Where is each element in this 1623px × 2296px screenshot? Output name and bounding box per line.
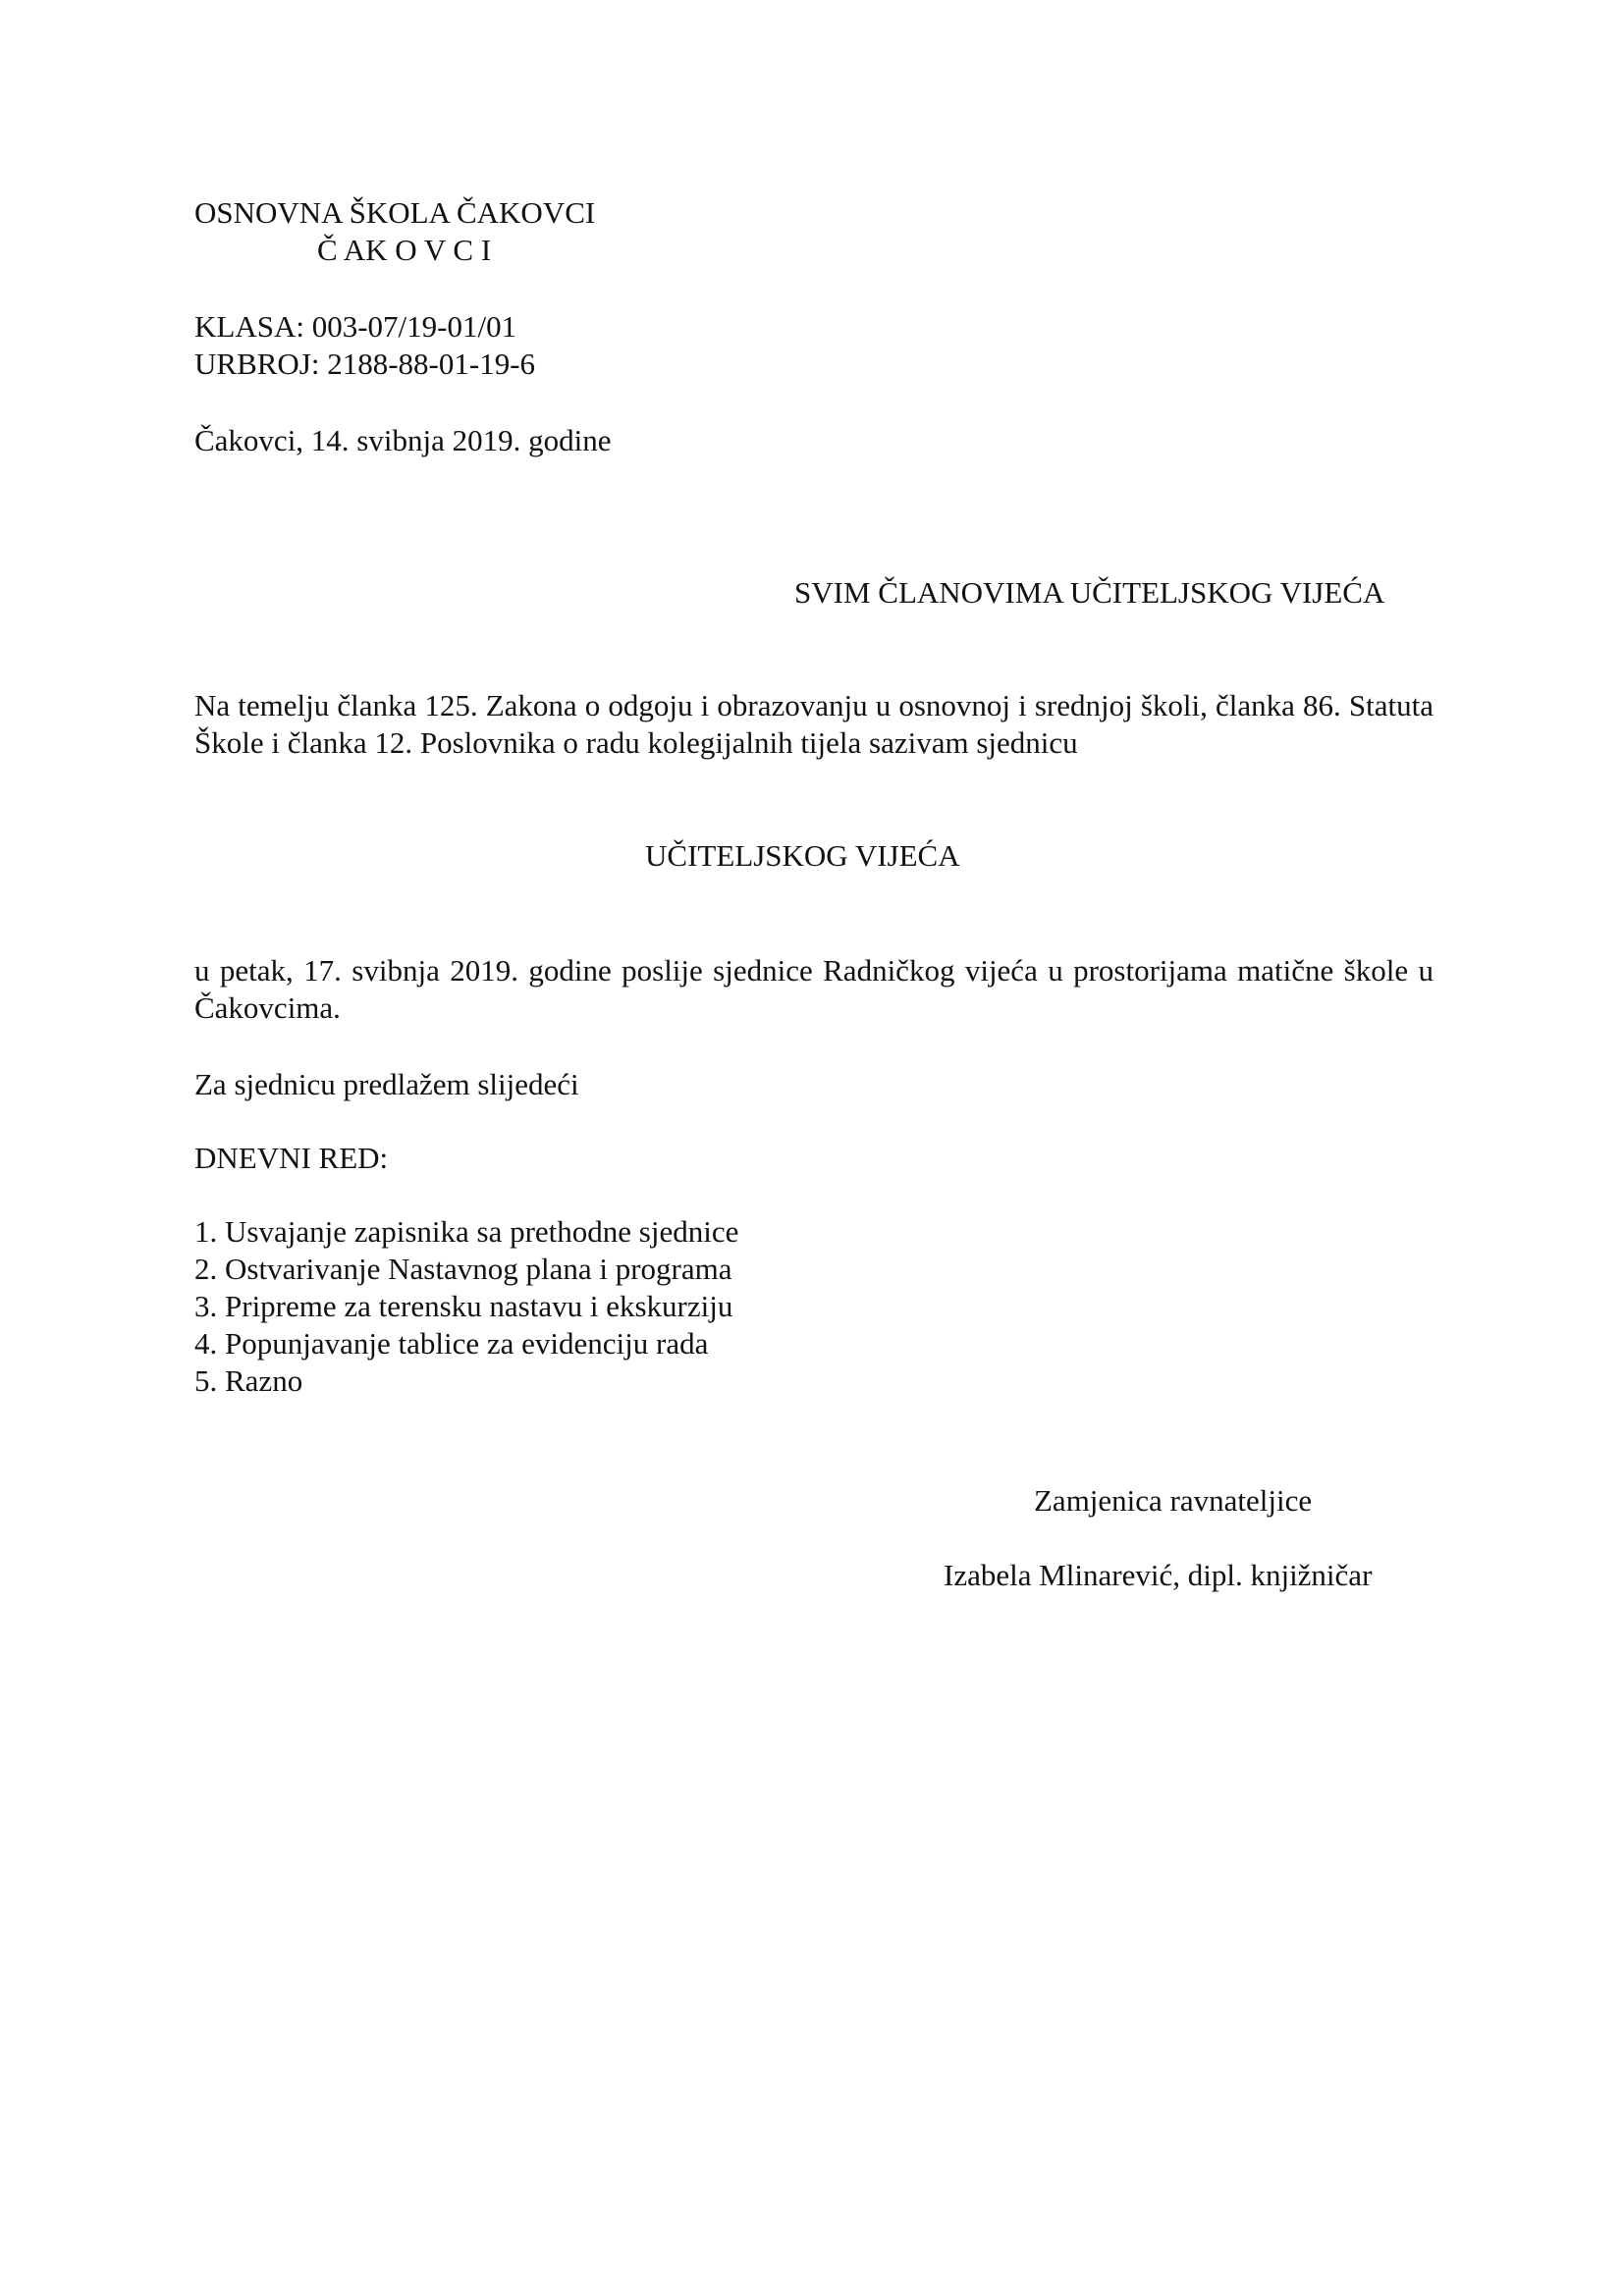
signature-name: Izabela Mlinarević, dipl. knjižničar (944, 1558, 1373, 1592)
agenda-title: DNEVNI RED: (194, 1141, 389, 1175)
proposal-line: Za sjednicu predlažem slijedeći (194, 1067, 579, 1101)
recipient-line: SVIM ČLANOVIMA UČITELJSKOG VIJEĆA (794, 575, 1385, 610)
place-date: Čakovci, 14. svibnja 2019. godine (194, 423, 612, 457)
agenda-list (194, 1213, 738, 1400)
school-name: OSNOVNA ŠKOLA ČAKOVCI (194, 195, 596, 230)
agenda-item: 3. Pripreme za terensku nastavu i ekskurziju (194, 1289, 733, 1323)
klasa-number: KLASA: 003-07/19-01/01 (194, 309, 517, 344)
school-city: Č AK O V C I (317, 233, 492, 267)
meeting-details: u petak, 17. svibnja 2019. godine poslije sjednice Radničkog vijeća u prostorijama matične škole u Čakovcima. (194, 953, 1434, 1025)
intro-paragraph: Na temelju članka 125. Zakona o odgoju i obrazovanju u osnovnoj i srednjoj školi, članka 86. Statuta Škole i članka 12. Poslovnika o radu kolegijalnih tijela sazivam sjednicu (194, 688, 1434, 760)
signature-role: Zamjenica ravnateljice (1034, 1483, 1313, 1518)
agenda-item: 1. Usvajanje zapisnika sa prethodne sjednice (194, 1214, 739, 1249)
council-title: UČITELJSKOG VIJEĆA (645, 838, 960, 873)
urbroj-number: URBROJ: 2188-88-01-19-6 (194, 347, 536, 381)
agenda-item: 5. Razno (194, 1363, 303, 1398)
agenda-item: 4. Popunjavanje tablice za evidenciju rada (194, 1326, 709, 1361)
agenda-item: 2. Ostvarivanje Nastavnog plana i programa (194, 1252, 732, 1286)
